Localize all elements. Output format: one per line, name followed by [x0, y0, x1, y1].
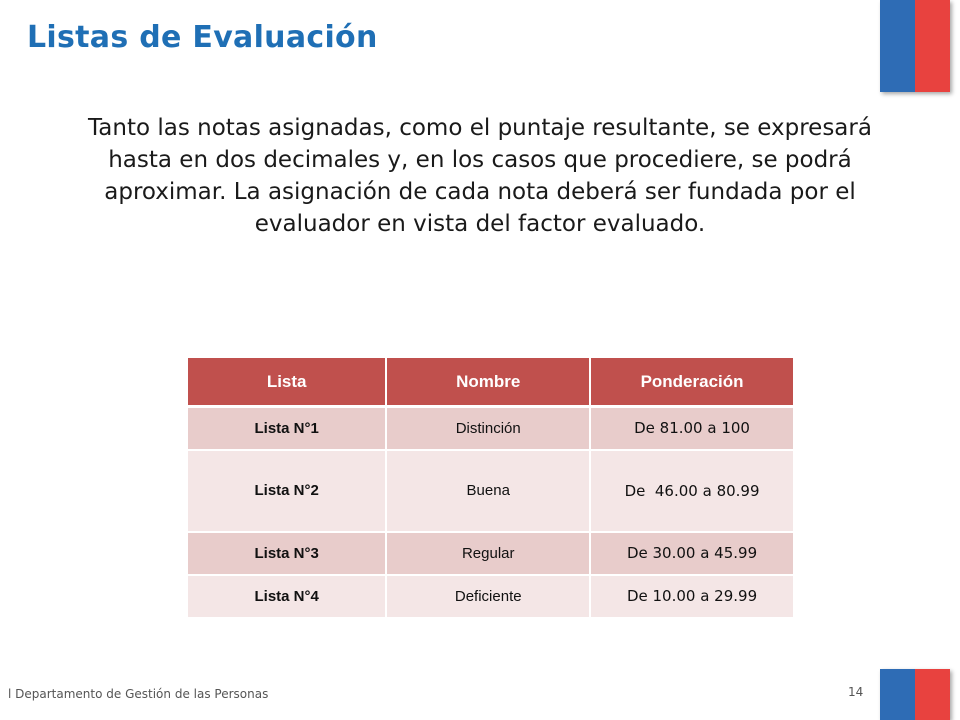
cell-nombre: Distinción: [386, 407, 590, 450]
flag-blue-band: [880, 0, 915, 92]
cell-lista: Lista N°2: [188, 450, 386, 532]
header-lista: Lista: [188, 358, 386, 407]
table-row: [188, 575, 794, 618]
table-row: [188, 407, 794, 450]
cell-nombre: Regular: [386, 532, 590, 575]
slide-title: Listas de Evaluación: [27, 20, 378, 55]
cell-lista: Lista N°1: [188, 407, 386, 450]
chile-flag-stripe-top: [880, 0, 950, 92]
flag-red-band: [915, 669, 950, 720]
page-number: 14: [848, 685, 864, 699]
footer-department: l Departamento de Gestión de las Personas: [8, 687, 269, 701]
body-paragraph: Tanto las notas asignadas, como el puntaje resultante, se expresará hasta en dos decimales y, en los casos que procediere, se podrá aproximar. La asignación de cada nota deberá ser fundada por el evaluador en vista del factor evaluado.: [88, 115, 872, 237]
cell-ponderacion: De 46.00 a 80.99: [590, 450, 794, 532]
table-row: [188, 450, 794, 532]
flag-blue-band: [880, 669, 915, 720]
flag-red-band: [915, 0, 950, 92]
table-row: [188, 532, 794, 575]
table-header-row: [188, 358, 794, 407]
cell-nombre: Buena: [386, 450, 590, 532]
cell-lista: Lista N°4: [188, 575, 386, 618]
evaluation-lists-table: [188, 358, 795, 619]
chile-flag-stripe-bottom: [880, 669, 950, 720]
cell-nombre: Deficiente: [386, 575, 590, 618]
header-ponderacion: Ponderación: [590, 358, 794, 407]
header-nombre: Nombre: [386, 358, 590, 407]
cell-ponderacion: De 30.00 a 45.99: [590, 532, 794, 575]
cell-lista: Lista N°3: [188, 532, 386, 575]
cell-ponderacion: De 81.00 a 100: [590, 407, 794, 450]
cell-ponderacion: De 10.00 a 29.99: [590, 575, 794, 618]
